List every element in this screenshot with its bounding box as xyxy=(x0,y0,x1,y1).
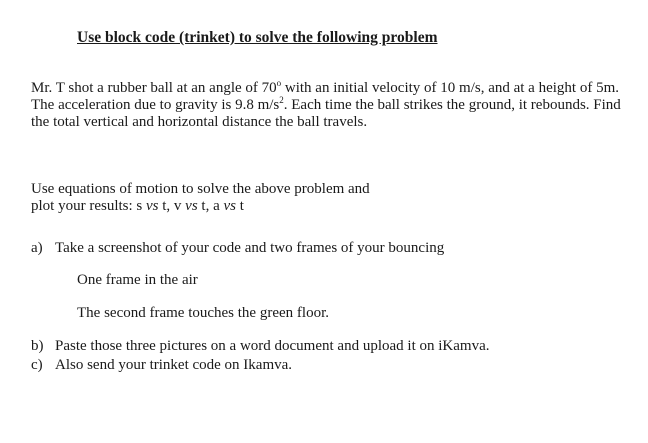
task-c-label: c) xyxy=(31,357,43,373)
plot-mid-2: t, a xyxy=(197,198,224,215)
squared-superscript: 2 xyxy=(279,95,284,106)
frame-2-text: The second frame touches the green floor. xyxy=(77,305,329,321)
task-a-text: Take a screenshot of your code and two frames of your bouncing xyxy=(55,240,445,256)
task-c xyxy=(31,357,292,374)
problem-part-3: . Each time the ball strikes the ground, it rebounds. Find the total vertical and horizontal distance the ball travels. xyxy=(31,97,621,131)
plot-end: t xyxy=(236,198,244,215)
task-b-text: Paste those three pictures on a word document and upload it on iKamva. xyxy=(55,338,490,354)
problem-part-1: Mr. T shot a rubber ball at an angle of 70 xyxy=(31,80,277,96)
vs-3: vs xyxy=(223,198,236,215)
frame-1-text: One frame in the air xyxy=(77,272,198,288)
task-a xyxy=(31,240,444,257)
plot-instructions xyxy=(31,181,631,215)
plot-line-1: Use equations of motion to solve the above problem and xyxy=(31,181,370,197)
problem-part-2: with an initial velocity of 10 m/s, and at a height of 5m. The acceleration due to gravity is 9.8 m/s xyxy=(31,80,619,114)
document-heading: Use block code (trinket) to solve the following problem xyxy=(77,29,438,46)
plot-line-2 xyxy=(31,198,631,215)
task-b xyxy=(31,338,489,355)
degree-superscript: o xyxy=(276,78,282,88)
problem-statement xyxy=(31,80,631,132)
plot-prefix: plot your results: s xyxy=(31,198,146,215)
vs-1: vs xyxy=(146,198,159,215)
plot-mid-1: t, v xyxy=(158,198,186,215)
vs-2: vs xyxy=(185,198,198,215)
task-b-label: b) xyxy=(31,338,44,354)
task-c-text: Also send your trinket code on Ikamva. xyxy=(55,357,293,373)
task-a-label: a) xyxy=(31,240,43,256)
